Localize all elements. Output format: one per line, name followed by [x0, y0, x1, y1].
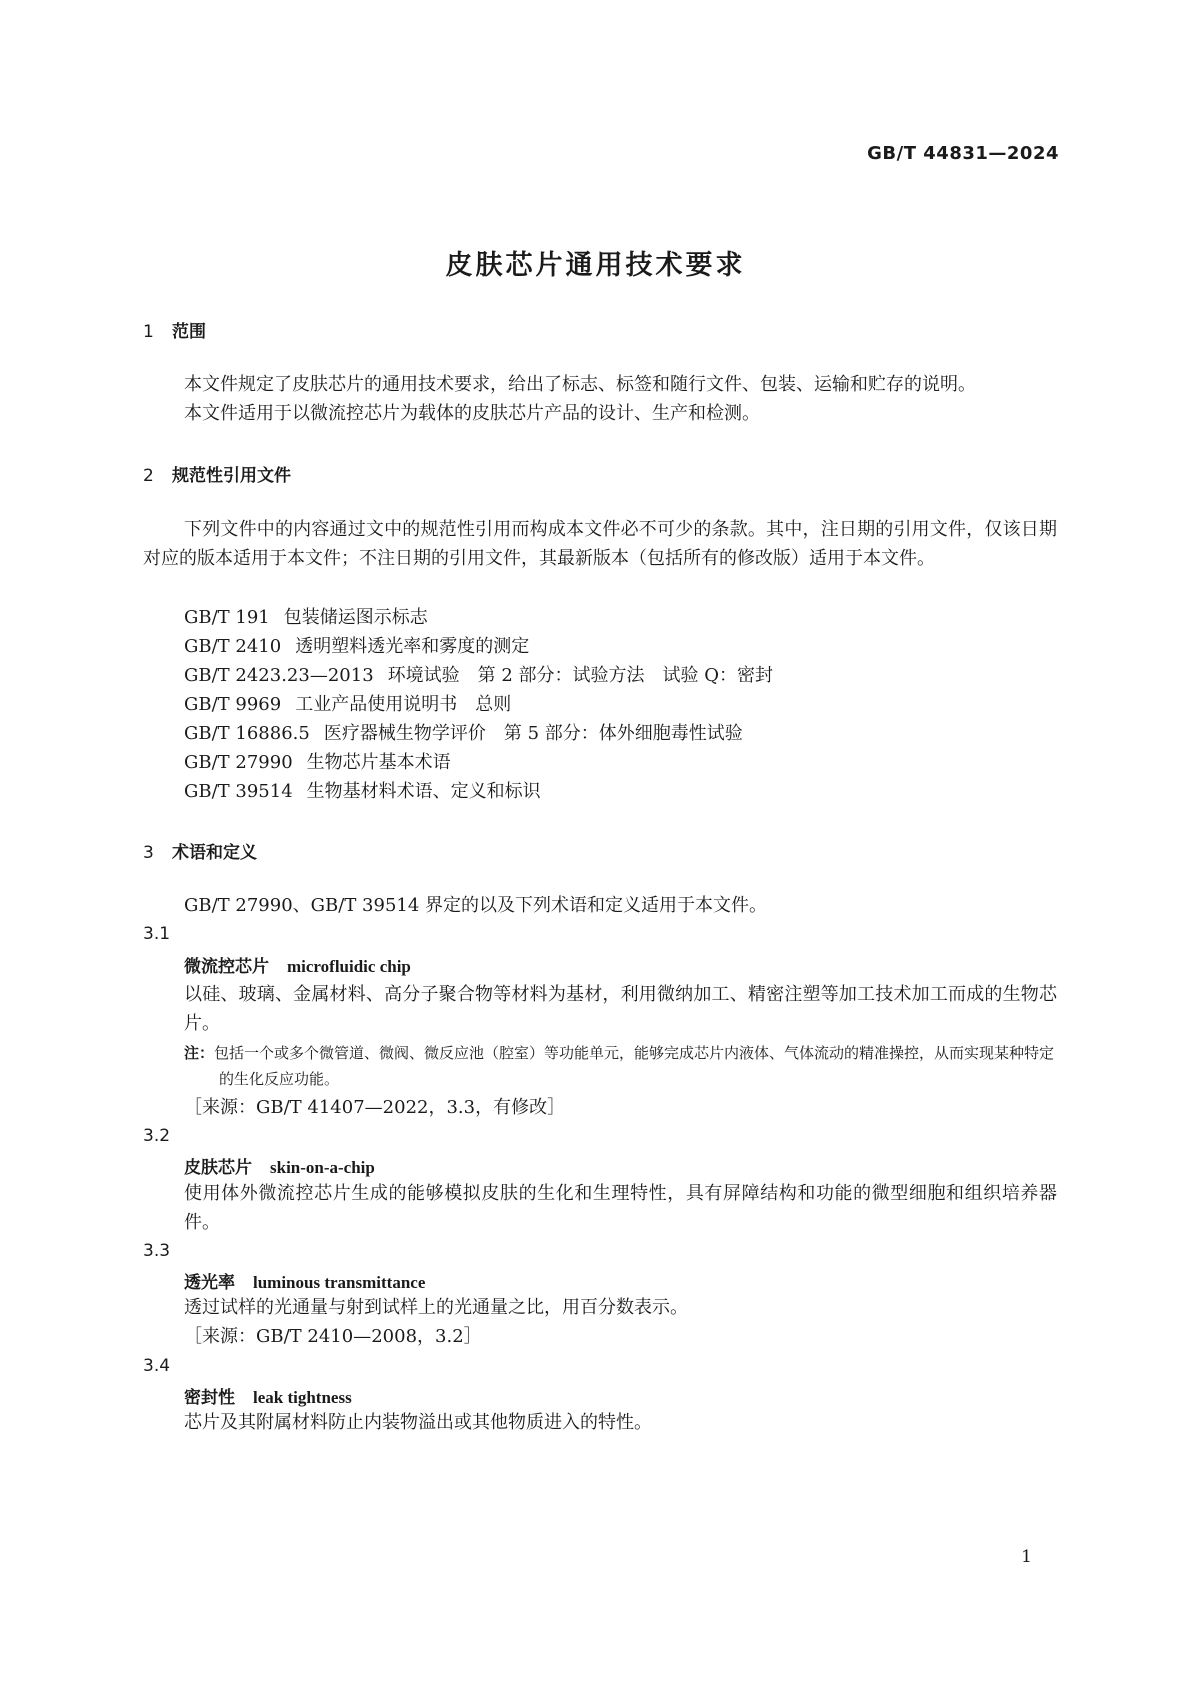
section-number: 2 [143, 466, 154, 486]
term-definition: 芯片及其附属材料防止内装物溢出或其他物质进入的特性。 [184, 1412, 652, 1433]
section-2-heading [143, 461, 291, 486]
reference-title: 包装储运图示标志 [283, 607, 428, 628]
reference-code: GB/T 191 [184, 607, 270, 628]
section-title: 范围 [172, 322, 206, 342]
reference-code: GB/T 16886.5 [184, 723, 310, 744]
terms-intro: GB/T 27990、GB/T 39514 界定的以及下列术语和定义适用于本文件。 [184, 895, 768, 916]
reference-title: 环境试验 第 2 部分：试验方法 试验 Q：密封 [387, 665, 774, 686]
term-number: 3.3 [143, 1241, 171, 1261]
scope-paragraph-2: 本文件适用于以微流控芯片为载体的皮肤芯片产品的设计、生产和检测。 [184, 403, 760, 424]
term-en: luminous transmittance [253, 1273, 426, 1292]
reference-code: GB/T 9969 [184, 694, 282, 715]
term-source: ［来源：GB/T 2410—2008，3.2］ [184, 1326, 482, 1347]
section-title: 术语和定义 [172, 843, 257, 863]
reference-title: 生物基材料术语、定义和标识 [306, 781, 541, 802]
section-number: 1 [143, 322, 154, 342]
term-source: ［来源：GB/T 41407—2022，3.3，有修改］ [184, 1097, 566, 1118]
term-en: microfluidic chip [287, 957, 411, 976]
section-title: 规范性引用文件 [172, 466, 291, 486]
term-note [184, 1040, 1057, 1092]
reference-item [184, 719, 743, 748]
reference-code: GB/T 2410 [184, 636, 282, 657]
term-en: leak tightness [253, 1388, 352, 1407]
term-definition: 透过试样的光通量与射到试样上的光通量之比，用百分数表示。 [184, 1297, 688, 1318]
term-zh: 透光率 [184, 1273, 235, 1293]
reference-title: 医疗器械生物学评价 第 5 部分：体外细胞毒性试验 [323, 723, 743, 744]
reference-title: 透明塑料透光率和雾度的测定 [295, 636, 530, 657]
scope-paragraph-1: 本文件规定了皮肤芯片的通用技术要求，给出了标志、标签和随行文件、包装、运输和贮存的说明。 [184, 374, 976, 395]
page-number: 1 [1021, 1547, 1032, 1567]
term-number: 3.4 [143, 1356, 171, 1376]
reference-item [184, 777, 541, 806]
term-number: 3.2 [143, 1126, 171, 1146]
term-heading [184, 1153, 375, 1178]
reference-code: GB/T 2423.23—2013 [184, 665, 374, 686]
term-number: 3.1 [143, 924, 171, 944]
reference-item [184, 748, 451, 777]
section-1-heading [143, 317, 206, 342]
reference-title: 生物芯片基本术语 [306, 752, 451, 773]
document-title: 皮肤芯片通用技术要求 [445, 250, 746, 281]
reference-title: 工业产品使用说明书 总则 [295, 694, 512, 715]
reference-code: GB/T 27990 [184, 752, 293, 773]
reference-item [184, 603, 428, 632]
term-zh: 密封性 [184, 1388, 235, 1408]
term-en: skin-on-a-chip [270, 1158, 375, 1177]
note-label: 注： [184, 1044, 215, 1062]
section-3-heading [143, 838, 257, 863]
term-zh: 微流控芯片 [184, 957, 269, 977]
section-number: 3 [143, 843, 154, 863]
note-text: 包括一个或多个微管道、微阀、微反应池（腔室）等功能单元，能够完成芯片内液体、气体流动的精准操控，从而实现某种特定的生化反应功能。 [214, 1044, 1055, 1088]
reference-item [184, 661, 773, 690]
reference-item [184, 690, 511, 719]
reference-code: GB/T 39514 [184, 781, 293, 802]
standard-code: GB/T 44831—2024 [867, 143, 1059, 164]
term-definition: 以硅、玻璃、金属材料、高分子聚合物等材料为基材，利用微纳加工、精密注塑等加工技术加工而成的生物芯片。 [184, 984, 1057, 1034]
term-heading [184, 952, 411, 977]
reference-item [184, 632, 529, 661]
term-heading [184, 1383, 352, 1408]
term-zh: 皮肤芯片 [184, 1158, 252, 1178]
term-definition: 使用体外微流控芯片生成的能够模拟皮肤的生化和生理特性，具有屏障结构和功能的微型细胞和组织培养器件。 [184, 1183, 1057, 1233]
references-intro: 下列文件中的内容通过文中的规范性引用而构成本文件必不可少的条款。其中，注日期的引用文件，仅该日期对应的版本适用于本文件；不注日期的引用文件，其最新版本（包括所有的修改版）适用于本文件。 [143, 519, 1057, 569]
term-heading [184, 1268, 425, 1293]
